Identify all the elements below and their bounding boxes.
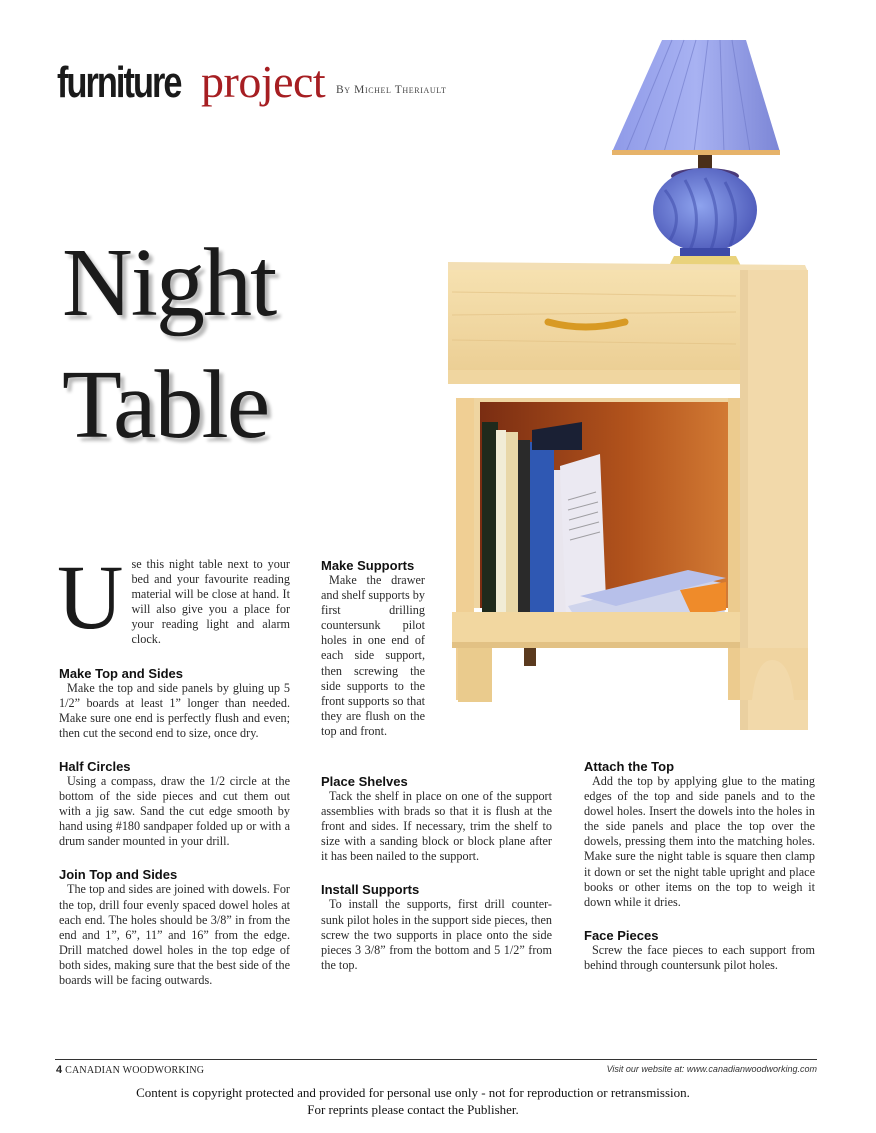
intro-section [57,546,290,648]
title-line-1: Night [62,229,276,337]
section-body: Screw the face pieces to each support from behind through countersunk pilot holes. [584,942,815,972]
section-make-top-and-sides [59,666,290,741]
column-1 [57,546,290,1006]
copyright-line-1: Content is copyright protected and provided for personal use only - not for reproduction or retransmission. [136,1085,690,1100]
section-heading: Half Circles [59,758,131,774]
column-2-narrow [321,558,425,757]
column-3 [584,759,815,991]
section-heading: Attach the Top [584,759,675,774]
footer-divider [55,1059,817,1060]
website-link[interactable]: Visit our website at: www.canadianwoodworking.com [606,1064,817,1074]
section-body: Tack the shelf in place on one of the support assemblies with brads so that it is flush at the front and sides. If necessary, trim the shelf to size with a sanding block or block plane after it has been nailed to the support. [321,789,552,864]
section-place-shelves [321,774,552,864]
masthead [57,55,325,108]
copyright-line-2: For reprints please contact the Publisher. [307,1102,519,1117]
section-join-top-and-sides [59,867,290,988]
intro-text: se this night table next to your bed and your favourite reading material will be close at hand. It will also give you a place for your reading light and alarm clock. [131,557,290,647]
section-heading: Make Supports [321,558,415,573]
page-title [62,222,275,466]
brand-project: project [201,56,326,107]
title-line-2: Table [62,351,269,459]
byline: By Michel Theriault [336,84,447,96]
section-body: Using a compass, draw the 1/2 circle at the bottom of the side pieces and cut them out with a jig saw. Sand the cut edge smooth by hand using #180 sandpaper folded up or with a drum sander mounted in your drill. [59,773,290,849]
section-heading: Make Top and Sides [59,665,184,681]
section-body: Make the drawer and shelf supports by first drilling countersunk pilot holes in one end of each side support, then screwing the side supports to the front supports so that they are flush on the top and front. [321,573,425,738]
brand-furniture: furniture [57,58,181,107]
photo-night-table [440,30,820,730]
section-heading: Join Top and Sides [59,867,178,883]
section-install-supports [321,882,552,972]
section-heading: Install Supports [321,882,420,898]
section-half-circles [59,759,290,849]
section-attach-the-top [584,759,815,910]
night-table-illustration-icon [440,30,820,730]
section-heading: Place Shelves [321,774,408,789]
section-body: To install the supports, first drill counter-sunk pilot holes in the support side pieces, then screw the two supports in place onto the side pieces 3 3/8” from the bottom and 5 1/2” from the top. [321,897,552,972]
section-face-pieces [584,928,815,973]
section-body: Make the top and side panels by gluing up 5 1/2” boards at least 1” longer than needed. Make sure one end is perfectly flush and even; then cut the second end to size, once dry. [59,680,290,740]
section-make-supports [321,558,425,739]
drop-cap: U [57,546,124,648]
copyright-notice [0,1084,826,1118]
section-body: Add the top by applying glue to the mating edges of the top and side panels and to the dowel holes. Insert the dowels into the holes in the side panels and place the top over the dowels, pressing them into the matching holes. Make sure the night table is square then clamp it down or set the night table upright and place books or other items on the top to weigh it down while it dries. [584,774,815,909]
magazine-name: CANADIAN WOODWORKING [65,1065,205,1076]
section-heading: Face Pieces [584,927,659,943]
section-body: The top and sides are joined with dowels. For the top, drill four evenly spaced dowel holes at each end. The holes should be 3/8” in from the end and 1”, 6”, 11” and 16” from the edge. Drill matched dowel holes in the top edge of both sides, making sure that the best side of the boards will be facing outwards. [59,882,290,987]
column-2 [321,774,552,991]
footer-folio [56,1064,204,1076]
page-number: 4 [56,1064,63,1076]
